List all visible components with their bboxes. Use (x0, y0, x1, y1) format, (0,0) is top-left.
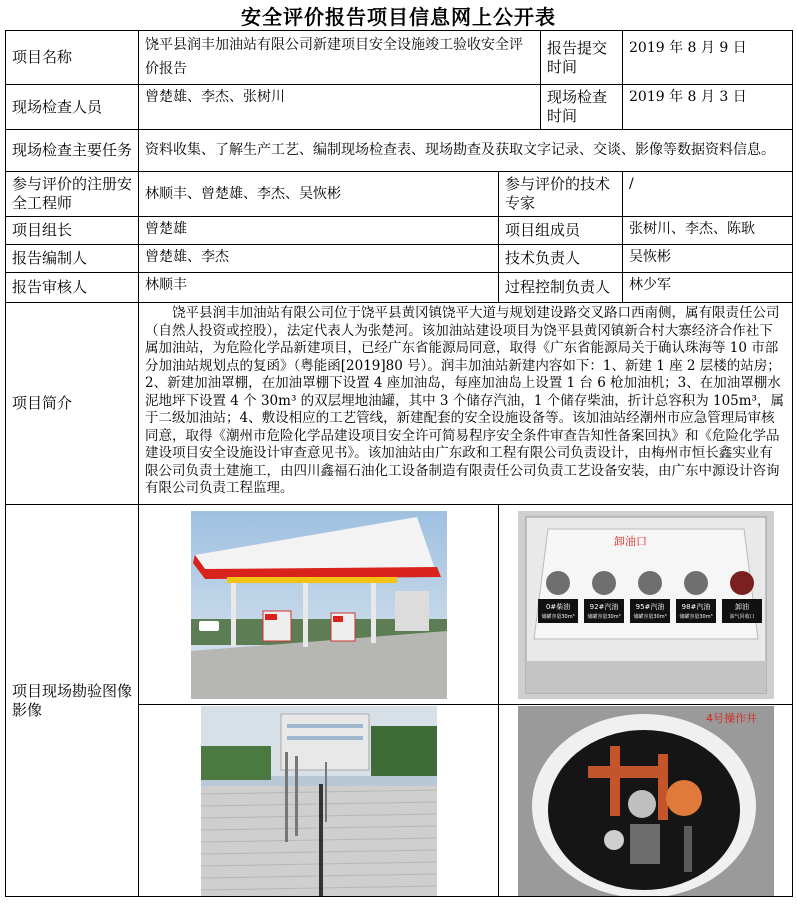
row-photos-1 (6, 505, 793, 705)
canopy-roof-photo (201, 706, 437, 896)
tank-tag-text: 油气回收口 (728, 613, 755, 620)
photo-cell-roof (139, 705, 499, 897)
inspectors-value: 曾楚雄、李杰、张树川 (139, 85, 541, 130)
process-lead-value: 林少军 (623, 273, 793, 303)
submit-time-label: 报告提交时间 (541, 31, 623, 85)
photo-cell-well (499, 705, 793, 897)
tank-tag-text: 0#柴油 (545, 602, 570, 611)
project-name-value: 饶平县润丰加油站有限公司新建项目安全设施竣工验收安全评价报告 (139, 31, 541, 85)
tank-tag-text: 储罐容量30m³ (586, 613, 621, 620)
main-tasks-value: 资料收集、了解生产工艺、编制现场检查表、现场勘查及获取文字记录、交谈、影像等数据资料信息。 (139, 130, 793, 172)
tank-tag-text: 储罐容量30m³ (678, 613, 713, 620)
leader-value: 曾楚雄 (139, 217, 499, 245)
row-leader (6, 217, 793, 245)
compiler-label: 报告编制人 (6, 245, 139, 273)
row-project-name (6, 31, 793, 85)
intro-value: 饶平县润丰加油站有限公司位于饶平县黄冈镇饶平大道与规划建设路交叉路口西南侧，属有限责任公司（自然人投资或控股），法定代表人为张楚河。该加油站建设项目为饶平县黄冈镇新合村大寨经济合作社下属加油站，为危险化学品新建项目，已经广东省能源局同意，取得《广东省能源局关于确认珠海等 10 市部分加油站规划点的复函》（粤能函[2019]80 号）。润丰加油站新建内容如下：1、新建 1 座 2 层楼的站房；2、新建加油罩棚，在加油罩棚下设置 4 座加油岛，每座加油岛上设置 1 台 6 枪加油机；3、在加油罩棚水泥地坪下设置 4 个 30m³ 的双层埋地油罐，其中 3 个储存汽油，1 个储存柴油，折计总容积为 105m³，属于二级加油站；4、敷设相应的工艺管线，新建配套的安全设施设备等。该加油站经潮州市应急管理局审核同意，取得《潮州市危险化学品建设项目安全许可简易程序安全条件审查告知性备案回执》和《危险化学品建设项目安全设施设计审查意见书》。该加油站由广东政和工程有限公司负责设计，由梅州市恒长鑫实业有限公司负责土建施工，由四川鑫福石油化工设备制造有限责任公司负责工艺设备安装，由广东中源设计咨询有限公司负责工程监理。 (139, 303, 793, 505)
tank-pipe-icon (730, 571, 754, 595)
gas-station-photo (191, 511, 447, 699)
unload-port-label: 卸油口 (613, 534, 647, 548)
compiler-value: 曾楚雄、李杰 (139, 245, 499, 273)
well-label: 4号操作井 (705, 711, 757, 725)
row-engineers (6, 172, 793, 217)
tank-tag-text: 92#汽油 (589, 602, 618, 611)
inspect-time-label: 现场检查时间 (541, 85, 623, 130)
inspectors-label: 现场检查人员 (6, 85, 139, 130)
project-name-label: 项目名称 (6, 31, 139, 85)
photos-label: 项目现场勘验图像影像 (6, 505, 139, 897)
experts-value: / (623, 172, 793, 217)
reviewer-label: 报告审核人 (6, 273, 139, 303)
tank-tag-text: 储罐容量30m³ (632, 613, 667, 620)
tank-pipe-icon (546, 571, 570, 595)
members-label: 项目组成员 (499, 217, 623, 245)
row-inspectors (6, 85, 793, 130)
tank-tag-text: 95#汽油 (635, 602, 664, 611)
operation-well-photo (518, 706, 774, 896)
engineers-label: 参与评价的注册安全工程师 (6, 172, 139, 217)
photo-cell-unload (499, 505, 793, 705)
info-table (5, 30, 793, 897)
row-main-tasks (6, 130, 793, 172)
tank-tag-text: 卸油 (734, 602, 749, 611)
members-value: 张树川、李杰、陈耿 (623, 217, 793, 245)
tech-lead-value: 吴恢彬 (623, 245, 793, 273)
inspect-time-value: 2019 年 8 月 3 日 (623, 85, 793, 130)
leader-label: 项目组长 (6, 217, 139, 245)
row-intro (6, 303, 793, 505)
photo-cell-station (139, 505, 499, 705)
engineers-value: 林顺丰、曾楚雄、李杰、吴恢彬 (139, 172, 499, 217)
main-tasks-label: 现场检查主要任务 (6, 130, 139, 172)
tank-tag-text: 98#汽油 (681, 602, 710, 611)
submit-time-value: 2019 年 8 月 9 日 (623, 31, 793, 85)
experts-label: 参与评价的技术专家 (499, 172, 623, 217)
unload-port-photo (518, 511, 774, 699)
tank-pipe-icon (638, 571, 662, 595)
intro-label: 项目简介 (6, 303, 139, 505)
process-lead-label: 过程控制负责人 (499, 273, 623, 303)
tech-lead-label: 技术负责人 (499, 245, 623, 273)
tank-pipe-icon (592, 571, 616, 595)
tank-pipe-icon (684, 571, 708, 595)
row-compiler (6, 245, 793, 273)
reviewer-value: 林顺丰 (139, 273, 499, 303)
page-title: 安全评价报告项目信息网上公开表 (241, 5, 556, 29)
tank-tag-text: 储罐容量30m³ (540, 613, 575, 620)
row-reviewer (6, 273, 793, 303)
